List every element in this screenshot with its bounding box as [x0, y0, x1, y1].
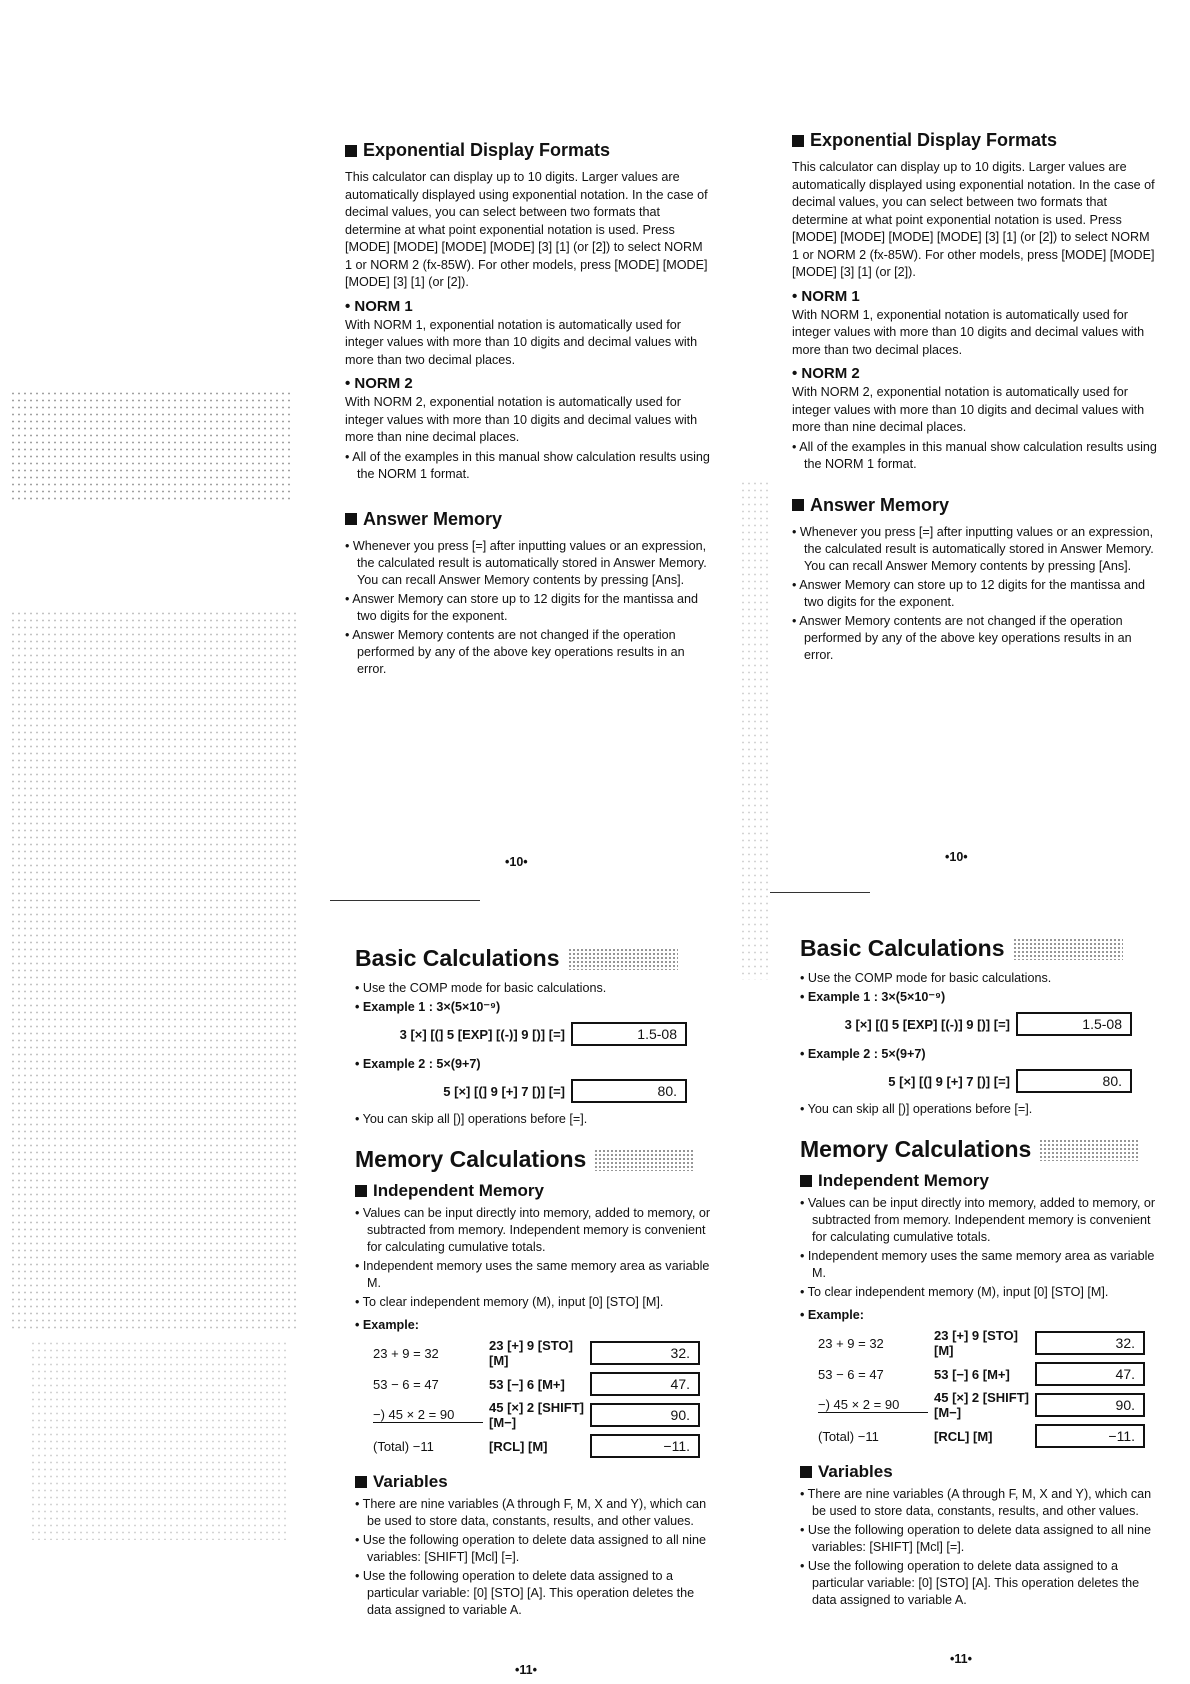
- ans-bullet-3-2: • Answer Memory contents are not changed if the operation performed by any of the above key operations results in an error.: [792, 613, 1132, 662]
- scan-noise-2: [10, 610, 300, 1330]
- example2-row-2: [830, 1069, 1160, 1093]
- mem-keys-3-2: 45 [×] 2 [SHIFT] [M−]: [934, 1390, 1029, 1420]
- mem-expr-2-2: 53 − 6 = 47: [818, 1366, 884, 1382]
- mem-disp-1: 32.: [590, 1341, 700, 1365]
- ind-heading: [355, 1181, 715, 1201]
- memory-bullet-2: • Independent memory uses the same memory area as variable M.: [355, 1259, 710, 1290]
- page-number-11-right: •11•: [950, 1652, 972, 1666]
- left-bottom-column: [355, 945, 715, 1621]
- norm1-title-2: • NORM 1: [792, 287, 860, 305]
- example1-display-2: 1.5-08: [1016, 1012, 1132, 1036]
- hatch-decoration: [568, 948, 678, 970]
- basic-heading: [355, 945, 715, 972]
- norm1-text-2: With NORM 1, exponential notation is automatically used for integer values with more than 10 digits and decimal values with more than two decimal places.: [792, 307, 1145, 357]
- ans-bullet-2: • Answer Memory can store up to 12 digits for the mantissa and two digits for the exponent.: [345, 591, 699, 623]
- basic-bullet-2-2: • You can skip all [)] operations before [=].: [800, 1102, 1033, 1116]
- vars-bullet-2: • Use the following operation to delete data assigned to all nine variables: [SHIFT] [Mcl] [=].: [355, 1533, 706, 1564]
- mem-expr-1-2: 23 + 9 = 32: [818, 1335, 884, 1351]
- example1-label: • Example 1 : 3×(5×10⁻⁹): [355, 1000, 501, 1014]
- example2-label: • Example 2 : 5×(9+7): [355, 1057, 481, 1071]
- norm-note: • All of the examples in this manual show calculation results using the NORM 1 format.: [345, 449, 710, 481]
- square-bullet-icon: [345, 513, 357, 525]
- mem-disp-2: 47.: [590, 1372, 700, 1396]
- ind-title: Independent Memory: [373, 1181, 544, 1200]
- basic-bullet-2: • You can skip all [)] operations before [=].: [355, 1112, 588, 1126]
- example1-keys-2: 3 [×] [(] 5 [EXP] [(-)] 9 [)] [=]: [844, 1016, 1010, 1032]
- divider-left: [330, 900, 480, 901]
- square-bullet-icon: [792, 499, 804, 511]
- memory-bullet-3: • To clear independent memory (M), input [0] [STO] [M].: [355, 1295, 664, 1309]
- vars-bullet-3-2: • Use the following operation to delete data assigned to a particular variable: [0] [STO] [A]. This operation deletes the data assigned to variable A.: [800, 1559, 1140, 1607]
- mem-expr-3: −) 45 × 2 = 90: [373, 1407, 483, 1423]
- basic-title-2: Basic Calculations: [800, 935, 1005, 961]
- ans-bullet-2-2: • Answer Memory can store up to 12 digits for the mantissa and two digits for the exponent.: [792, 577, 1146, 609]
- mem-disp-1-2: 32.: [1035, 1331, 1145, 1355]
- memory-bullet-2-2: • Independent memory uses the same memory area as variable M.: [800, 1249, 1155, 1280]
- ans-heading: [345, 509, 710, 530]
- mem-disp-4-2: −11.: [1035, 1424, 1145, 1448]
- memory-title: Memory Calculations: [355, 1146, 587, 1172]
- page-number-11-left: •11•: [515, 1663, 537, 1677]
- exp-intro: This calculator can display up to 10 digits. Larger values are automatically displayed using exponential notation. In the case of decimal values, you can select between two formats that determine at what point exponential notation is used. Press [MODE] [MODE] [MODE] [MODE] [3] [1] (or [2]) to select NORM 1 or NORM 2 (fx-85W). For other models, press [MODE] [MODE] [MODE] [3] [1] (or [2]).: [345, 170, 708, 289]
- mem-disp-3-2: 90.: [1035, 1393, 1145, 1417]
- square-bullet-icon: [800, 1175, 812, 1187]
- memory-example-label-2: • Example:: [800, 1308, 864, 1322]
- hatch-decoration: [1039, 1139, 1139, 1161]
- mem-expr-2: 53 − 6 = 47: [373, 1376, 439, 1392]
- mem-expr-3-2: −) 45 × 2 = 90: [818, 1397, 928, 1413]
- right-bottom-column: [800, 935, 1160, 1611]
- mem-disp-2-2: 47.: [1035, 1362, 1145, 1386]
- hatch-decoration: [1013, 938, 1123, 960]
- left-top-column: [345, 140, 710, 680]
- page-number-10-left: •10•: [505, 855, 528, 869]
- ans-title-2: Answer Memory: [810, 494, 950, 515]
- norm1-text: With NORM 1, exponential notation is automatically used for integer values with more than 10 digits and decimal values with more than two decimal places.: [345, 317, 698, 367]
- norm2-text: With NORM 2, exponential notation is automatically used for integer values with more than 10 digits and decimal values with more than nine decimal places.: [345, 395, 698, 444]
- square-bullet-icon: [355, 1476, 367, 1488]
- right-top-column: [792, 130, 1157, 666]
- example1-keys: 3 [×] [(] 5 [EXP] [(-)] 9 [)] [=]: [399, 1026, 565, 1042]
- mem-keys-4: [RCL] [M]: [489, 1438, 548, 1454]
- vars-bullet-1: • There are nine variables (A through F, M, X and Y), which can be used to store data, constants, results, and other values.: [355, 1497, 707, 1528]
- example2-display-2: 80.: [1016, 1069, 1132, 1093]
- vars-heading-2: [800, 1462, 1160, 1482]
- mem-disp-4: −11.: [590, 1434, 700, 1458]
- example2-label-2: • Example 2 : 5×(9+7): [800, 1047, 926, 1061]
- mem-keys-4-2: [RCL] [M]: [934, 1428, 993, 1444]
- memory-example-table: [373, 1338, 715, 1458]
- ans-bullet-1: • Whenever you press [=] after inputting values or an expression, the calculated result is automatically stored in Answer Memory. You can recall Answer Memory contents by pressing [Ans].: [345, 538, 707, 587]
- scan-noise-1: [10, 390, 290, 500]
- scan-noise-3: [30, 1340, 290, 1540]
- example1-row: [385, 1022, 715, 1046]
- mem-disp-3: 90.: [590, 1403, 700, 1427]
- mem-keys-2: 53 [−] 6 [M+]: [489, 1376, 565, 1392]
- ans-bullet-3: • Answer Memory contents are not changed if the operation performed by any of the above key operations results in an error.: [345, 627, 685, 676]
- ans-bullet-1-2: • Whenever you press [=] after inputting values or an expression, the calculated result is automatically stored in Answer Memory. You can recall Answer Memory contents by pressing [Ans].: [792, 524, 1154, 573]
- example1-row-2: [830, 1012, 1160, 1036]
- example2-keys: 5 [×] [(] 9 [+] 7 [)] [=]: [443, 1083, 565, 1099]
- memory-bullet-1-2: • Values can be input directly into memory, added to memory, or subtracted from memory. Independent memory is convenient for calculating cumulative totals.: [800, 1196, 1156, 1244]
- hatch-decoration: [594, 1149, 694, 1171]
- norm2-text-2: With NORM 2, exponential notation is automatically used for integer values with more than 10 digits and decimal values with more than nine decimal places.: [792, 385, 1145, 434]
- example1-label-2: • Example 1 : 3×(5×10⁻⁹): [800, 990, 946, 1004]
- vars-bullet-1-2: • There are nine variables (A through F, M, X and Y), which can be used to store data, constants, results, and other values.: [800, 1487, 1152, 1518]
- example2-keys-2: 5 [×] [(] 9 [+] 7 [)] [=]: [888, 1073, 1010, 1089]
- basic-bullet-1-2: • Use the COMP mode for basic calculations.: [800, 971, 1052, 985]
- example2-row: [385, 1079, 715, 1103]
- norm2-title-2: • NORM 2: [792, 365, 860, 382]
- vars-bullet-2-2: • Use the following operation to delete data assigned to all nine variables: [SHIFT] [Mcl] [=].: [800, 1523, 1151, 1554]
- norm2-title: • NORM 2: [345, 375, 413, 392]
- exp-heading: [345, 140, 710, 161]
- memory-heading: [355, 1146, 715, 1173]
- norm1-title: • NORM 1: [345, 297, 413, 315]
- vars-heading: [355, 1472, 715, 1492]
- exp-title-2: Exponential Display Formats: [810, 130, 1058, 150]
- page-number-10-right: •10•: [945, 850, 968, 864]
- ind-heading-2: [800, 1171, 1160, 1191]
- mem-keys-3: 45 [×] 2 [SHIFT] [M−]: [489, 1400, 584, 1430]
- divider-right: [770, 892, 870, 893]
- memory-example-label: • Example:: [355, 1318, 419, 1332]
- square-bullet-icon: [800, 1466, 812, 1478]
- vars-title-2: Variables: [818, 1462, 893, 1481]
- memory-bullet-1: • Values can be input directly into memory, added to memory, or subtracted from memory. Independent memory is convenient for calculating cumulative totals.: [355, 1206, 711, 1254]
- example2-display: 80.: [571, 1079, 687, 1103]
- square-bullet-icon: [792, 135, 804, 147]
- vars-bullet-3: • Use the following operation to delete data assigned to a particular variable: [0] [STO] [A]. This operation deletes the data assigned to variable A.: [355, 1569, 695, 1617]
- exp-heading-2: [792, 130, 1157, 151]
- mem-expr-4: (Total) −11: [373, 1438, 434, 1454]
- square-bullet-icon: [355, 1185, 367, 1197]
- mem-expr-1: 23 + 9 = 32: [373, 1345, 439, 1361]
- memory-heading-2: [800, 1136, 1160, 1163]
- memory-title-2: Memory Calculations: [800, 1136, 1032, 1162]
- ans-heading-2: [792, 495, 1157, 516]
- mem-keys-2-2: 53 [−] 6 [M+]: [934, 1366, 1010, 1382]
- norm-note-2: • All of the examples in this manual show calculation results using the NORM 1 format.: [792, 439, 1157, 471]
- example1-display: 1.5-08: [571, 1022, 687, 1046]
- basic-bullet-1: • Use the COMP mode for basic calculations.: [355, 981, 607, 995]
- mem-keys-1: 23 [+] 9 [STO] [M]: [489, 1338, 573, 1368]
- memory-example-table-2: [818, 1328, 1160, 1448]
- basic-title: Basic Calculations: [355, 945, 560, 971]
- memory-bullet-3-2: • To clear independent memory (M), input [0] [STO] [M].: [800, 1285, 1109, 1299]
- ans-title: Answer Memory: [363, 508, 503, 529]
- basic-heading-2: [800, 935, 1160, 962]
- mem-expr-4-2: (Total) −11: [818, 1428, 879, 1444]
- mem-keys-1-2: 23 [+] 9 [STO] [M]: [934, 1328, 1018, 1358]
- square-bullet-icon: [345, 145, 357, 157]
- ind-title-2: Independent Memory: [818, 1171, 989, 1190]
- exp-title: Exponential Display Formats: [363, 140, 611, 160]
- scan-noise-center: [740, 480, 770, 980]
- exp-intro-2: This calculator can display up to 10 digits. Larger values are automatically displayed using exponential notation. In the case of decimal values, you can select between two formats that determine at what point exponential notation is used. Press [MODE] [MODE] [MODE] [MODE] [3] [1] (or [2]) to select NORM 1 or NORM 2 (fx-85W). For other models, press [MODE] [MODE] [MODE] [3] [1] (or [2]).: [792, 160, 1155, 279]
- vars-title: Variables: [373, 1472, 448, 1491]
